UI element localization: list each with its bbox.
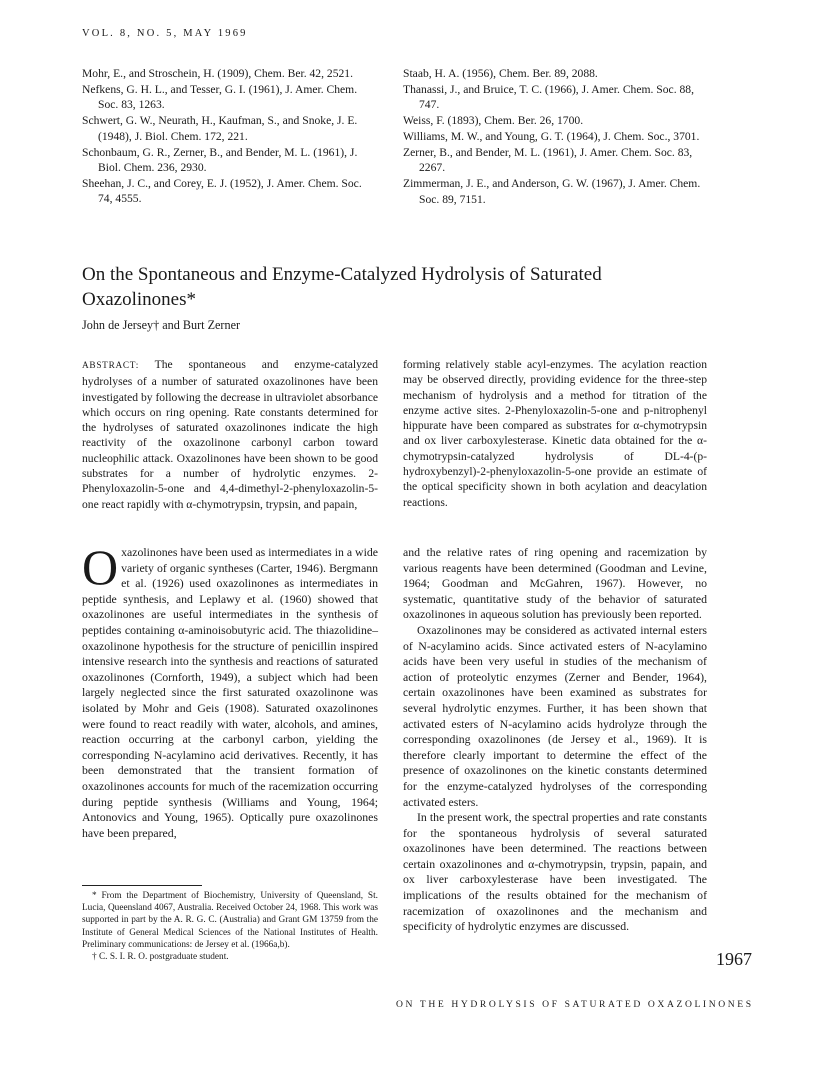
reference-item: Williams, M. W., and Young, G. T. (1964), J. Chem. Soc., 3701. xyxy=(403,130,700,144)
body-paragraph: and the relative rates of ring opening and racemization by various reagents have been determined (Goodman and Levine, 1964; Goodman and McGahren, 1967). However, no systematic, quantitative study of the behavior of saturated oxazolinones in aqueous solution has previously been reported. xyxy=(403,545,707,622)
reference-item: Nefkens, G. H. L., and Tesser, G. I. (1961), J. Amer. Chem. Soc. 83, 1263. xyxy=(82,82,358,112)
reference-item: Zerner, B., and Bender, M. L. (1961), J. Amer. Chem. Soc. 83, 2267. xyxy=(403,146,693,175)
article-authors: John de Jersey† and Burt Zerner xyxy=(82,318,241,332)
references-left-column xyxy=(82,66,378,207)
abstract-right-column xyxy=(403,357,707,510)
footnotes xyxy=(82,890,378,963)
reference-item: Schwert, G. W., Neurath, H., Kaufman, S., and Snoke, J. E. (1948), J. Biol. Chem. 172, 221. xyxy=(82,114,358,143)
drop-cap: O xyxy=(82,539,119,595)
article-title: On the Spontaneous and Enzyme-Catalyzed Hydrolysis of Saturated Oxazolinones* xyxy=(82,264,602,310)
reference-item: Mohr, E., and Stroschein, H. (1909), Chem. Ber. 42, 2521. xyxy=(82,67,353,80)
references-right-column xyxy=(403,66,707,208)
reference-item: Sheehan, J. C., and Corey, E. J. (1952), J. Amer. Chem. Soc. 74, 4555. xyxy=(82,176,362,206)
body-left-column xyxy=(82,539,378,841)
reference-item: Staab, H. A. (1956), Chem. Ber. 89, 2088. xyxy=(403,67,598,80)
reference-item: Thanassi, J., and Bruice, T. C. (1966), J. Amer. Chem. Soc. 88, 747. xyxy=(403,82,694,112)
body-text: xazolinones have been used as intermediates in a wide variety of organic syntheses (Carter, 1946). Bergmann et al. (1926) used oxazolinones as intermediates in peptide synthesis, and Leplawy et al. (1960) showed that oxazolinones are useful intermediates in the synthesis of peptides containing α-aminoisobutyric acid. The thiazolidine–oxazolinone hypothesis for the structure of penicillin inspired intensive research into the synthesis and reactions of saturated oxazolinones (Cornforth, 1949), a subject which had been largely neglected since the first saturated oxazolinone was isolated by Mohr and Geis (1908). Saturated oxazolinones were found to react readily with water, alcohols, and amines, reaction occurring at the carbonyl carbon, yielding the corresponding N-acylamino acid derivatives. Recently, it has been demonstrated that the transient formation of oxazolinones accounts for much of the racemization occurring during peptide synthesis (Williams and Young, 1964; Antonovics and Young, 1965). Optically pure oxazolinones have been prepared, xyxy=(82,545,378,840)
abstract-text-left: The spontaneous and enzyme-catalyzed hydrolyses of a number of saturated oxazolinones have been investigated by following the decrease in ultraviolet absorbance which occurs on ring opening. Rate constants determined for the hydrolyses of saturated oxazolinones indicate the high reactivity of the oxazolinone carbonyl carbon toward nucleophilic attack. Oxazolinones have been shown to be good substrates for a number of hydrolytic enzymes. 2-Phenyloxazolin-5-one and 4,4-dimethyl-2-phenyloxazolin-5-one react rapidly with α-chymotrypsin, trypsin, and papain, xyxy=(82,358,378,511)
footnote-affiliation: * From the Department of Biochemistry, University of Queensland, St. Lucia, Queensland 4067, Australia. Received October 24, 1968. This work was supported in part by the A. R. G. C. (Australia) and Grant GM 13759 from the Institute of General Medical Sciences of the National Institutes of Health. Preliminary communications: de Jersey et al. (1966a,b). xyxy=(82,891,378,950)
reference-item: Zimmerman, J. E., and Anderson, G. W. (1967), J. Amer. Chem. Soc. 89, 7151. xyxy=(403,177,701,206)
body-paragraph: Oxazolinones may be considered as activated internal esters of N-acylamino acids. Since activated esters of N-acylamino acids have been very useful in studies of the mechanism of action of proteolytic enzymes (Zerner and Bender, 1964), certain oxazolinones have been examined as substrates for several hydrolytic enzymes. Further, it has been shown that activated esters of N-acylamino acids hydrolyze through the corresponding oxazolinones (de Jersey et al., 1969). It is therefore clearly important to determine the effect of the presence of oxazolinones on the kinetic constants determined for the enzyme-catalyzed hydrolyses of the corresponding activated esters. xyxy=(403,622,707,809)
running-title: ON THE HYDROLYSIS OF SATURATED OXAZOLINONES xyxy=(396,999,754,1010)
reference-item: Schonbaum, G. R., Zerner, B., and Bender, M. L. (1961), J. Biol. Chem. 236, 2930. xyxy=(82,145,358,174)
abstract-label: ABSTRACT: xyxy=(82,361,139,371)
abstract-left-column xyxy=(82,357,378,512)
abstract-text-right: forming relatively stable acyl-enzymes. The acylation reaction may be observed directly, providing evidence for the three-step mechanism of hydrolysis and a method for titration of the enzyme active sites. 2-Phenyloxazolin-5-one and p-nitrophenyl hippurate have been compared as substrates for α-chymotrypsin and ox liver carboxylesterase. Kinetic data obtained for the α-chymotrypsin-catalyzed hydrolysis of DL-4-(p-hydroxybenzyl)-2-phenyloxazolin-5-one provide an estimate of the optical specificity shown in both acylation and deacylation reactions. xyxy=(403,358,707,509)
body-paragraph xyxy=(82,539,378,841)
reference-item: Weiss, F. (1893), Chem. Ber. 26, 1700. xyxy=(403,114,584,128)
footnote-dagger: † C. S. I. R. O. postgraduate student. xyxy=(92,952,229,963)
journal-header: VOL. 8, NO. 5, MAY 1969 xyxy=(82,28,248,39)
body-paragraph: In the present work, the spectral properties and rate constants for the spontaneous hydrolysis of several saturated oxazolinones have been determined. The reactions between certain oxazolinones and α-chymotrypsin, trypsin, papain, and ox liver carboxylesterase have been investigated. The implications of the results obtained for the mechanism of racemization of oxazolinones and the mechanism and specificity of hydrolytic enzymes are discussed. xyxy=(403,810,707,934)
body-right-column xyxy=(403,545,707,935)
footnote-rule xyxy=(82,885,202,886)
page-number: 1967 xyxy=(716,949,752,969)
